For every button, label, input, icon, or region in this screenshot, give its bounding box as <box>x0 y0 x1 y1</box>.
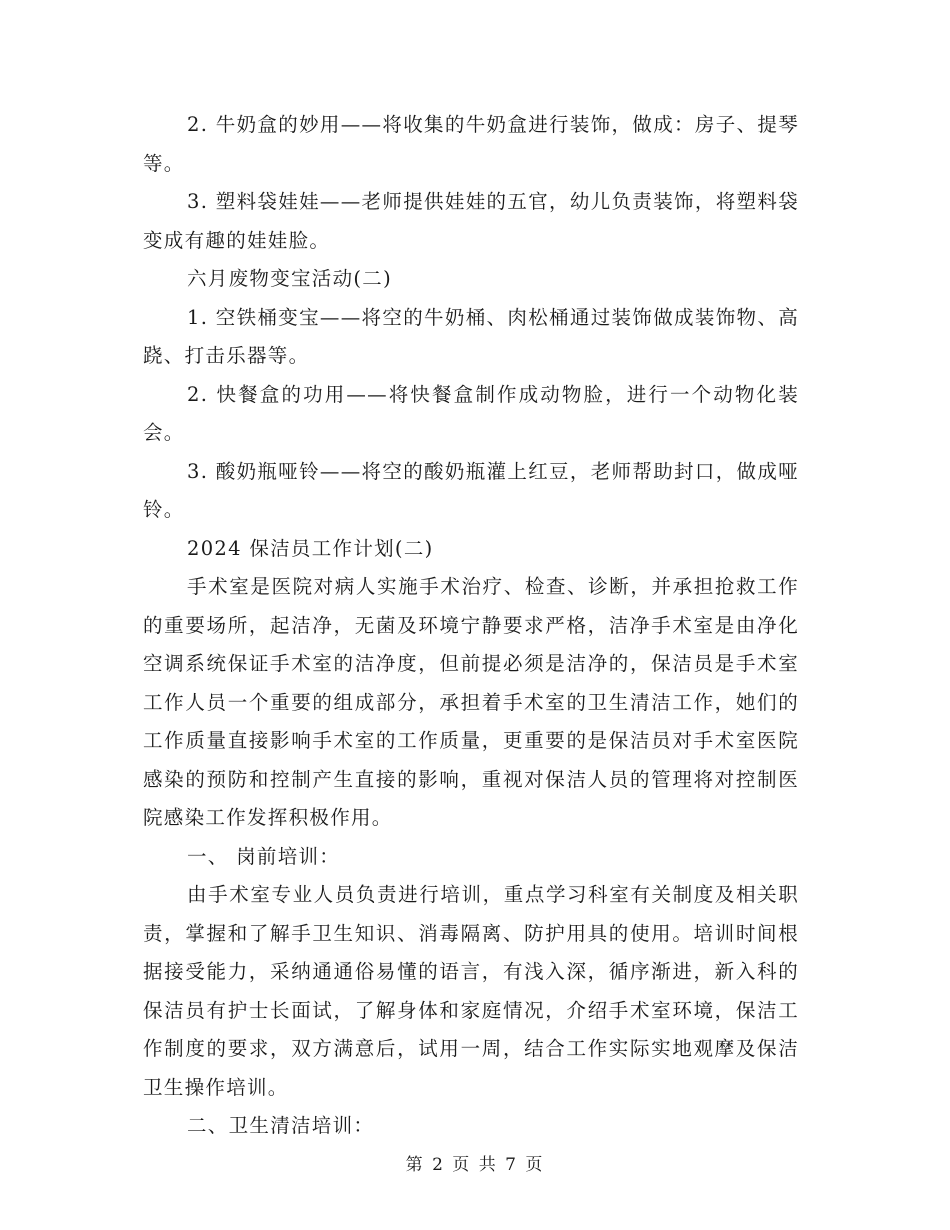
section-heading-cleaner-plan: 2024 保洁员工作计划(二) <box>187 536 434 560</box>
paragraph-training-details: 由手术室专业人员负责进行培训，重点学习科室有关制度及相关职责，掌握和了解手卫生知识、消毒隔离、防护用具的使用。培训时间根据接受能力，采纳通通俗易懂的语言，有浅入深，循序渐进，新入科的保洁员有护士长面试，了解身体和家庭情况，介绍手术室环境，保洁工作制度的要求，双方满意后，试用一周，结合工作实际实地观摩及保洁卫生操作培训。 <box>143 883 799 1099</box>
paragraph-operating-room-intro: 手术室是医院对病人实施手术治疗、检查、诊断，并承担抢救工作的重要场所，起洁净，无菌及环境宁静要求严格，洁净手术室是由净化空调系统保证手术室的洁净度，但前提必须是洁净的，保洁员是手术室工作人员一个重要的组成部分，承担着手术室的卫生清洁工作，她们的工作质量直接影响手术室的工作质量，更重要的是保洁员对手术室医院感染的预防和控制产生直接的影响，重视对保洁人员的管理将对控制医院感染工作发挥积极作用。 <box>143 575 799 829</box>
paragraph-plastic-bag-doll: 3. 塑料袋娃娃——老师提供娃娃的五官，幼儿负责装饰，将塑料袋变成有趣的娃娃脸。 <box>143 190 799 252</box>
paragraph-iron-bucket: 1. 空铁桶变宝——将空的牛奶桶、肉松桶通过装饰做成装饰物、高跷、打击乐器等。 <box>143 305 799 367</box>
paragraph-fast-food-box: 2. 快餐盒的功用——将快餐盒制作成动物脸，进行一个动物化装会。 <box>143 382 799 444</box>
paragraph-yogurt-dumbbell: 3. 酸奶瓶哑铃——将空的酸奶瓶灌上红豆，老师帮助封口，做成哑铃。 <box>143 459 799 521</box>
subheading-pre-job-training: 一、 岗前培训： <box>187 844 341 868</box>
paragraph-milk-box: 2. 牛奶盒的妙用——将收集的牛奶盒进行装饰，做成：房子、提琴等。 <box>143 113 799 175</box>
section-heading-june-activity: 六月废物变宝活动(二) <box>187 267 393 290</box>
subheading-cleaning-training: 二、卫生清洁培训： <box>187 1114 375 1137</box>
page-number-footer: 第 2 页 共 7 页 <box>405 1155 545 1175</box>
document-body <box>143 106 799 1146</box>
